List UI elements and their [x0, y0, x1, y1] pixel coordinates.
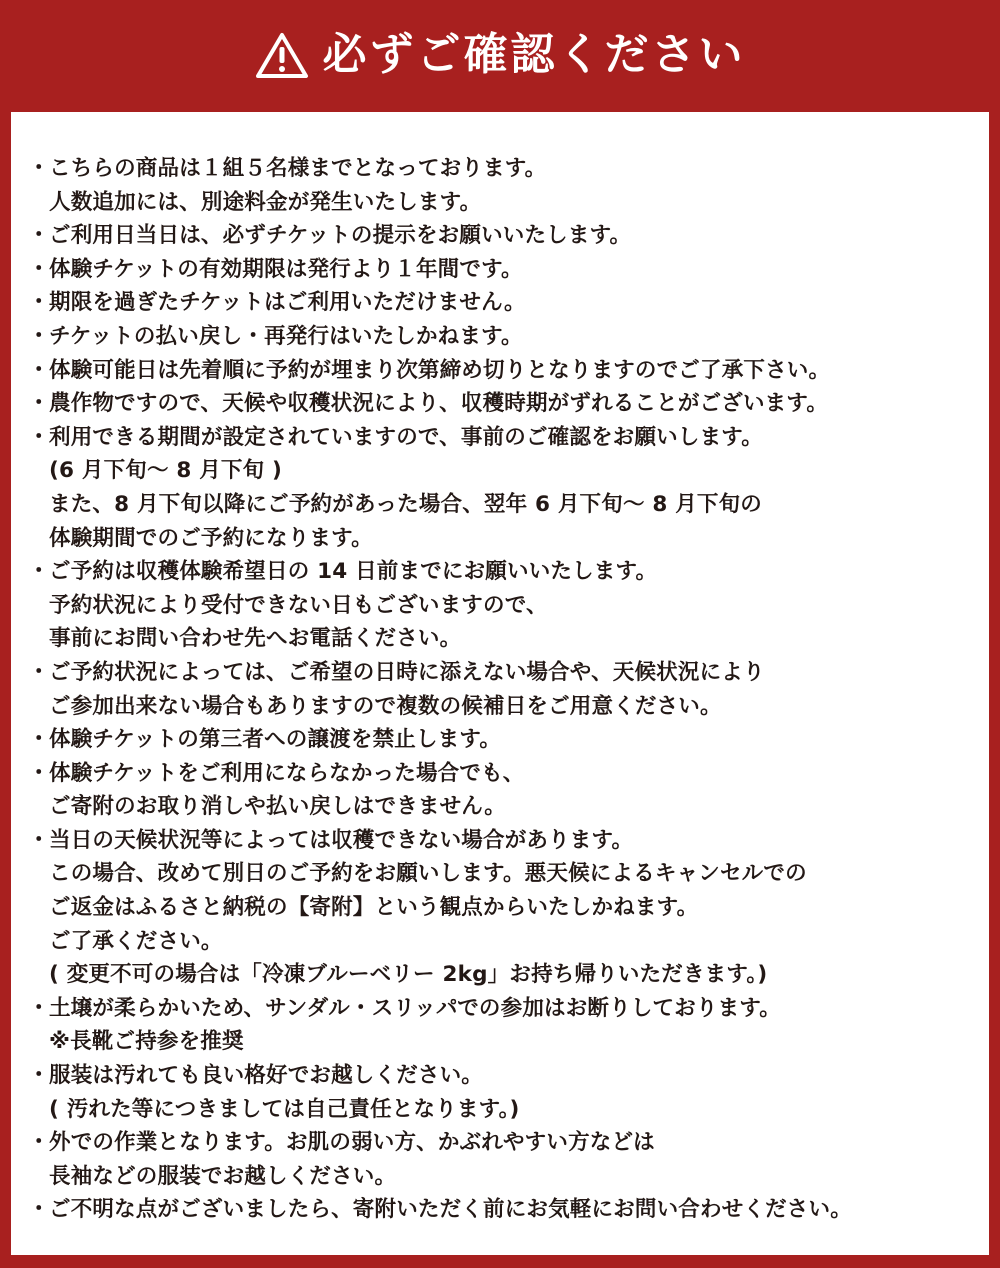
- bullet-marker: ・: [28, 827, 50, 853]
- notice-text: ご利用日当日は、必ずチケットの提示をお願いいたします。: [49, 223, 632, 249]
- bullet-marker: ・: [28, 424, 50, 450]
- bullet-marker: [28, 186, 49, 220]
- notice-line: [28, 857, 988, 891]
- notice-text: 長袖などの服装でお越しください。: [49, 1163, 397, 1189]
- notice-line: [28, 958, 988, 992]
- notice-text: 利用できる期間が設定されていますので、事前のご確認をお願いします。: [49, 424, 763, 450]
- notice-line: [28, 723, 988, 757]
- notice-text: ご予約状況によっては、ご希望の日時に添えない場合や、天候状況により: [49, 659, 765, 685]
- bullet-marker: [28, 522, 49, 556]
- bullet-marker: ・: [28, 223, 50, 249]
- notice-text: こちらの商品は１組５名様までとなっております。: [49, 156, 547, 181]
- notice-text: 体験可能日は先着順に予約が埋まり次第締め切りとなりますのでご了承下さい。: [49, 357, 831, 383]
- notice-line: [28, 1126, 988, 1160]
- notice-line: [28, 790, 988, 824]
- bullet-marker: ・: [28, 357, 50, 383]
- notice-text: ( 変更不可の場合は「冷凍ブルーベリー 2kg」お持ち帰りいただきます。): [49, 962, 768, 988]
- notice-text: 土壌が柔らかいため、サンダル・スリッパでの参加はお断りしております。: [49, 995, 781, 1021]
- notice-text: 体験チケットをご利用にならなかった場合でも、: [49, 760, 525, 786]
- notice-text: 体験チケットの第三者への譲渡を禁止します。: [49, 727, 502, 753]
- notice-line: [28, 320, 988, 354]
- bullet-marker: [28, 891, 49, 925]
- notice-text: この場合、改めて別日のご予約をお願いします。悪天候によるキャンセルでの: [49, 861, 807, 887]
- bullet-marker: ・: [28, 760, 50, 786]
- bullet-marker: [28, 958, 49, 992]
- bullet-marker: ・: [28, 156, 50, 181]
- bullet-marker: [28, 790, 49, 824]
- bullet-marker: [28, 488, 49, 522]
- notice-header: [0, 0, 1000, 110]
- bullet-marker: [28, 589, 49, 623]
- notice-text: チケットの払い戻し・再発行はいたしかねます。: [49, 323, 523, 349]
- notice-header-content: [255, 31, 746, 79]
- notice-title: 必ずご確認ください: [322, 29, 746, 80]
- notice-line: [28, 555, 988, 589]
- bullet-marker: ・: [28, 290, 50, 316]
- bullet-marker: [28, 454, 49, 488]
- notice-line: [28, 354, 988, 388]
- bullet-marker: [28, 690, 49, 724]
- notice-text: ( 汚れた等につきましては自己責任となります。): [49, 1096, 520, 1122]
- bullet-marker: [28, 1025, 49, 1059]
- notice-line: [28, 1059, 988, 1093]
- notice-text: ご了承ください。: [49, 928, 223, 954]
- notice-line: [28, 488, 988, 522]
- bullet-marker: [28, 1093, 49, 1127]
- bullet-marker: [28, 857, 49, 891]
- bullet-marker: ・: [28, 659, 50, 685]
- bullet-marker: ・: [28, 1063, 50, 1089]
- bullet-marker: [28, 925, 49, 959]
- notice-list: [28, 152, 988, 1227]
- warning-icon: [255, 31, 309, 79]
- notice-line: [28, 522, 988, 556]
- bullet-marker: ・: [28, 559, 50, 585]
- notice-line: [28, 824, 988, 858]
- bullet-marker: [28, 622, 49, 656]
- notice-line: [28, 454, 988, 488]
- notice-text: ご返金はふるさと納税の【寄附】という観点からいたしかねます。: [49, 895, 699, 921]
- notice-line: [28, 757, 988, 791]
- notice-text: 期限を過ぎたチケットはご利用いただけません。: [49, 290, 526, 316]
- notice-text: 予約状況により受付できない日もございますので、: [49, 592, 548, 618]
- notice-text: 事前にお問い合わせ先へお電話ください。: [49, 626, 462, 652]
- notice-text: 服装は汚れても良い格好でお越しください。: [49, 1063, 484, 1089]
- notice-line: [28, 253, 988, 287]
- bullet-marker: ・: [28, 323, 50, 349]
- notice-text: 体験期間でのご予約になります。: [49, 525, 373, 551]
- notice-line: [28, 656, 988, 690]
- bullet-marker: ・: [28, 727, 50, 753]
- notice-line: [28, 152, 988, 186]
- bullet-marker: [28, 1160, 49, 1194]
- bullet-marker: ・: [28, 1130, 50, 1156]
- notice-line: [28, 589, 988, 623]
- notice-text: ご参加出来ない場合もありますので複数の候補日をご用意ください。: [49, 693, 722, 719]
- notice-line: [28, 286, 988, 320]
- notice-text: ※長靴ご持参を推奨: [49, 1029, 244, 1055]
- notice-line: [28, 1025, 988, 1059]
- notice-line: [28, 925, 988, 959]
- bullet-marker: ・: [28, 1197, 50, 1223]
- notice-text: ご不明な点がございましたら、寄附いただく前にお気軽にお問い合わせください。: [49, 1197, 852, 1223]
- notice-text: ご寄附のお取り消しや払い戻しはできません。: [49, 794, 506, 820]
- notice-line: [28, 1093, 988, 1127]
- notice-line: [28, 992, 988, 1026]
- notice-text: ご予約は収穫体験希望日の 14 日前までにお願いいたします。: [49, 559, 658, 585]
- notice-text: 外での作業となります。お肌の弱い方、かぶれやすい方などは: [49, 1130, 655, 1156]
- notice-line: [28, 690, 988, 724]
- notice-line: [28, 891, 988, 925]
- notice-text: また、8 月下旬以降にご予約があった場合、翌年 6 月下旬～ 8 月下旬の: [49, 491, 762, 517]
- notice-text: 当日の天候状況等によっては収穫できない場合があります。: [49, 827, 634, 853]
- bullet-marker: ・: [28, 995, 50, 1021]
- bullet-marker: ・: [28, 256, 50, 282]
- notice-line: [28, 1193, 988, 1227]
- notice-text: 体験チケットの有効期限は発行より１年間です。: [49, 256, 523, 282]
- notice-text: 人数追加には、別途料金が発生いたします。: [49, 189, 482, 215]
- notice-line: [28, 219, 988, 253]
- notice-line: [28, 1160, 988, 1194]
- bullet-marker: ・: [28, 391, 50, 417]
- notice-line: [28, 622, 988, 656]
- notice-text: 農作物ですので、天候や収穫状況により、収穫時期がずれることがございます。: [49, 391, 829, 417]
- notice-line: [28, 387, 988, 421]
- notice-line: [28, 421, 988, 455]
- notice-line: [28, 186, 988, 220]
- notice-text: (6 月下旬～ 8 月下旬 ): [49, 458, 283, 484]
